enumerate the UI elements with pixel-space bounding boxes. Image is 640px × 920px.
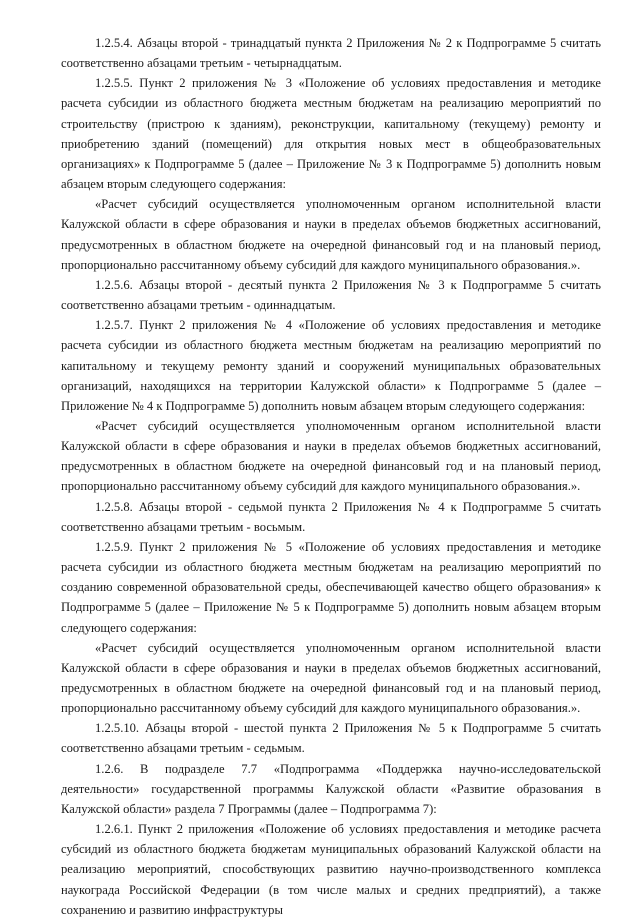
paragraph-1-2-5-7: 1.2.5.7. Пункт 2 приложения № 4 «Положение об условиях предоставления и методике расчета субсидии из областного бюджета местным бюджетам на реализацию мероприятий по капитальному и текущему ремонту зданий и сооружений муниципальных образовательных организаций, находящихся на территории Калужской области» к Подпрограмме 5 (далее – Приложение № 4 к Подпрограмме 5) дополнить новым абзацем вторым следующего содержания: <box>61 318 601 413</box>
document-body <box>61 33 601 920</box>
paragraph-1-2-5-8: 1.2.5.8. Абзацы второй - седьмой пункта 2 Приложения № 4 к Подпрограмме 5 считать соответственно абзацами третьим - восьмым. <box>61 499 601 534</box>
quoted-paragraph: «Расчет субсидий осуществляется уполномоченным органом исполнительной власти Калужской области в сфере образования и науки в пределах объемов бюджетных ассигнований, предусмотренных в областном бюджете на очередной финансовый год и на плановый период, пропорционально рассчитанному объему субсидий для каждого муниципального образования.». <box>61 197 601 272</box>
paragraph-1-2-6: 1.2.6. В подразделе 7.7 «Подпрограмма «Поддержка научно-исследовательской деятельности» государственной программы Калужской области «Развитие образования в Калужской области» раздела 7 Программы (далее – Подпрограмма 7): <box>61 761 601 816</box>
paragraph-1-2-5-6: 1.2.5.6. Абзацы второй - десятый пункта 2 Приложения № 3 к Подпрограмме 5 считать соответственно абзацами третьим - одиннадцатым. <box>61 277 601 313</box>
quoted-paragraph: «Расчет субсидий осуществляется уполномоченным органом исполнительной власти Калужской области в сфере образования и науки в пределах объемов бюджетных ассигнований, предусмотренных в областном бюджете на очередной финансовый год и на плановый период, пропорционально рассчитанному объему субсидий для каждого муниципального образования.». <box>61 640 601 716</box>
paragraph-1-2-5-10: 1.2.5.10. Абзацы второй - шестой пункта 2 Приложения № 5 к Подпрограмме 5 считать соответственно абзацами третьим - седьмым. <box>61 721 601 756</box>
paragraph-1-2-6-1: 1.2.6.1. Пункт 2 приложения «Положение об условиях предоставления и методике расчета субсидий из областного бюджета бюджетам муниципальных образований Калужской области на реализацию мероприятий, способствующих развитию научно-производственного комплекса наукограда Российской Федерации (в том числе малых и средних предприятий), а также сохранению и развитию инфраструктуры <box>61 822 601 917</box>
paragraph-1-2-5-5: 1.2.5.5. Пункт 2 приложения № 3 «Положение об условиях предоставления и методике расчета субсидии из областного бюджета местным бюджетам на реализацию мероприятий по строительству (пристрою к зданиям), реконструкции, капитальному (текущему) ремонту и приобретению зданий (помещений) для открытия новых мест в общеобразовательных организациях» к Подпрограмме 5 (далее – Приложение № 3 к Подпрограмме 5) дополнить новым абзацем вторым следующего содержания: <box>61 76 601 192</box>
quoted-paragraph: «Расчет субсидий осуществляется уполномоченным органом исполнительной власти Калужской области в сфере образования и науки в пределах объемов бюджетных ассигнований, предусмотренных в областном бюджете на очередной финансовый год и на плановый период, пропорционально рассчитанному объему субсидий для каждого муниципального образования.». <box>61 418 601 494</box>
paragraph-1-2-5-4: 1.2.5.4. Абзацы второй - тринадцатый пункта 2 Приложения № 2 к Подпрограмме 5 считать соответственно абзацами третьим - четырнадцатым. <box>61 36 601 71</box>
paragraph-1-2-5-9: 1.2.5.9. Пункт 2 приложения № 5 «Положение об условиях предоставления и методике расчета субсидии из областного бюджета местным бюджетам на реализацию мероприятий по созданию современной образовательной среды, обеспечивающей качество общего образования» к Подпрограмме 5 (далее – Приложение № 5 к Подпрограмме 5) дополнить новым абзацем вторым следующего содержания: <box>61 539 601 635</box>
